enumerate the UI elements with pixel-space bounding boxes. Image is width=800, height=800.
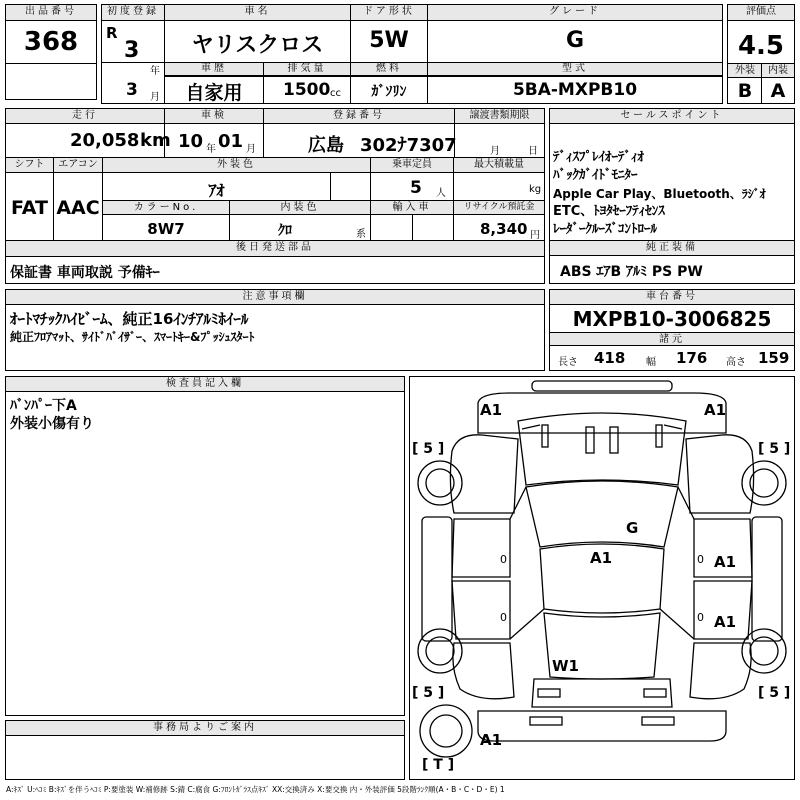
mileage-header: 走行 [6,109,164,124]
accessories-text: 保証書 車両取説 予備ｷｰ [10,265,160,281]
inspection-year: 10 [178,131,204,152]
length-value: 418 [594,349,626,367]
grade-header: グレード [428,5,722,21]
mileage: 20,058 [70,130,140,151]
mark-hood: G [626,519,639,537]
month-unit: 月 [150,92,160,103]
office-box [5,720,405,780]
length-label: 長さ [558,357,578,368]
first-reg-year: 3 [124,38,140,63]
tire-front-right: [ 5 ] [758,441,791,457]
dims-header: 諸元 [550,332,794,346]
score-header: 評価点 [728,5,794,21]
sales-point-2: ﾊﾞｯｸｶﾞｲﾄﾞﾓﾆﾀｰ [553,168,638,183]
width-value: 176 [676,349,708,367]
equipment-box [549,240,795,284]
sales-point-5: ﾚｰﾀﾞｰｸﾙｰｽﾞｺﾝﾄﾛｰﾙ [553,222,657,237]
color-no-header: カラーNo. [103,201,229,215]
door-number-rr: 0 [697,611,704,624]
mark-front-left: A1 [480,401,503,419]
air-conditioner: AAC [56,197,100,219]
mark-right-rear-door: A1 [714,613,737,631]
sales-point-4: ETC、ﾄﾖﾀｾｰﾌﾃｨｾﾝｽ [553,204,665,219]
model-header: 型式 [428,63,722,76]
exterior-score-header: 外装 [728,64,762,78]
mark-front-right: A1 [704,401,727,419]
displacement-header: 排気量 [264,63,350,76]
fuel-type: ｶﾞｿﾘﾝ [371,84,407,100]
grade: G [565,28,585,53]
fuel-header: 燃料 [351,63,427,76]
recycle-fee: 8,340 [480,220,528,238]
inspection-month-unit: 月 [246,144,256,155]
inspection-year-unit: 年 [206,144,216,155]
door-header: ドア形状 [351,5,427,21]
score-block [727,4,795,104]
inspector-header: 検査員記入欄 [6,377,404,392]
docs-month-unit: 月 [490,146,500,157]
person-unit: 人 [436,188,446,199]
ext-color-header: 外装色 [103,158,370,173]
notes-line-1: ｵｰﾄﾏﾁｯｸﾊｲﾋﾞｰﾑ、純正16ｲﾝﾁｱﾙﾐﾎｲｰﾙ [10,310,249,328]
overall-score: 4.5 [737,31,785,61]
cc-unit: cc [330,88,341,99]
reg-number: 302ﾅ7307 [360,135,457,156]
shift-header: シフト [6,158,53,173]
model-code: 5BA-MXPB10 [512,80,638,100]
color-number: 8W7 [147,220,185,238]
interior-color: ｸﾛ [278,223,292,239]
sales-point-3: Apple Car Play、Bluetooth、ﾗｼﾞｵ [553,187,766,201]
equipment-header: 純正装備 [550,241,794,256]
inspector-note-2: 外装小傷有り [10,416,94,432]
km-unit: km [140,130,171,151]
notes-line-2: 純正ﾌﾛｱﾏｯﾄ、ｻｲﾄﾞﾊﾞｲｻﾞｰ、ｽﾏｰﾄｷｰ&ﾌﾟｯｼｭｽﾀｰﾄ [10,330,255,344]
docs-day-unit: 日 [528,146,538,157]
lot-number-cell [5,4,97,100]
capacity: 5 [410,178,422,198]
exterior-color: ｱｵ [208,181,225,200]
capacity-header: 乗車定員 [371,158,453,173]
tire-rear-right: [ 5 ] [758,685,791,701]
shift: FAT [11,197,48,219]
exterior-score: B [737,80,753,102]
tire-front-left: [ 5 ] [412,441,445,457]
interior-score-header: 内装 [762,64,794,78]
door-number-lf: 0 [500,553,507,566]
chassis-number: MXPB10-3006825 [572,307,772,331]
reg-area: 広島 [308,135,344,156]
import-header: 輸入車 [371,201,453,215]
inspection-month: 01 [218,131,244,152]
accessories-header: 後日発送部品 [6,241,544,256]
office-header: 事務局よりご案内 [6,721,404,736]
lot-number-header: 出品番号 [6,5,96,21]
car-outline [410,377,794,779]
kei-unit: 系 [356,229,366,240]
mark-right-front-door: A1 [714,553,737,571]
spare-tire: [ T ] [422,757,455,773]
lot-number: 368 [23,27,79,57]
inspection-header: 車検 [165,109,263,124]
mark-rear-glass: W1 [552,657,579,675]
sales-points-box [549,108,795,242]
mark-roof: A1 [590,549,613,567]
height-label: 高さ [726,357,746,368]
max-load-header: 最大積載量 [454,158,544,173]
width-label: 幅 [646,357,656,368]
sales-point-1: ﾃﾞｨｽﾌﾟﾚｲｵｰﾃﾞｨｵ [553,150,644,165]
vehicle-history: 自家用 [185,82,243,104]
first-registration-header: 初度登録 [102,5,164,21]
ac-header: エアコン [54,158,102,173]
inspector-box [5,376,405,716]
legend: A:ｷｽﾞ U:ﾍｺﾐ B:ｷｽﾞを伴うﾍｺﾐ P:要塗装 W:補修跡 S:錆 C:腐食 G:ﾌﾛﾝﾄｶﾞﾗｽ点ｷｽﾞ XX:交換済み X:要交換 内・外装評価 5段階ﾗﾝｸ順(A・B・C・D・E) 1 [6,785,505,794]
door-number-rf: 0 [697,553,704,566]
door-number-lr: 0 [500,611,507,624]
notes-header: 注意事項欄 [6,290,544,305]
kg-unit: kg [529,184,542,195]
car-name: ヤリスクロス [191,33,324,58]
door-type: 5W [369,28,409,53]
mark-rear: A1 [480,731,503,749]
damage-diagram [409,376,795,780]
height-value: 159 [758,349,790,367]
notes-box [5,289,545,371]
chassis-box [549,289,795,371]
displacement: 1500 [283,80,331,100]
int-color-header: 内装色 [230,201,370,215]
docs-deadline-header: 譲渡書類期限 [455,109,544,124]
car-name-header: 車名 [165,5,350,21]
inspector-note-1: ﾊﾞﾝﾊﾟｰ下A [10,398,77,414]
year-unit: 年 [150,66,160,77]
sales-points-header: セールスポイント [550,109,794,124]
yen-unit: 円 [530,230,540,241]
chassis-header: 車台番号 [550,290,794,305]
interior-score: A [770,80,786,102]
recycle-header: リサイクル預託金 [454,201,544,215]
era-mark: R [106,24,118,42]
equipment-text: ABS ｴｱB ｱﾙﾐ PS PW [560,264,703,280]
first-reg-month: 3 [126,80,138,100]
tire-rear-left: [ 5 ] [412,685,445,701]
history-header: 車歴 [165,63,263,76]
reg-number-header: 登録番号 [264,109,454,124]
